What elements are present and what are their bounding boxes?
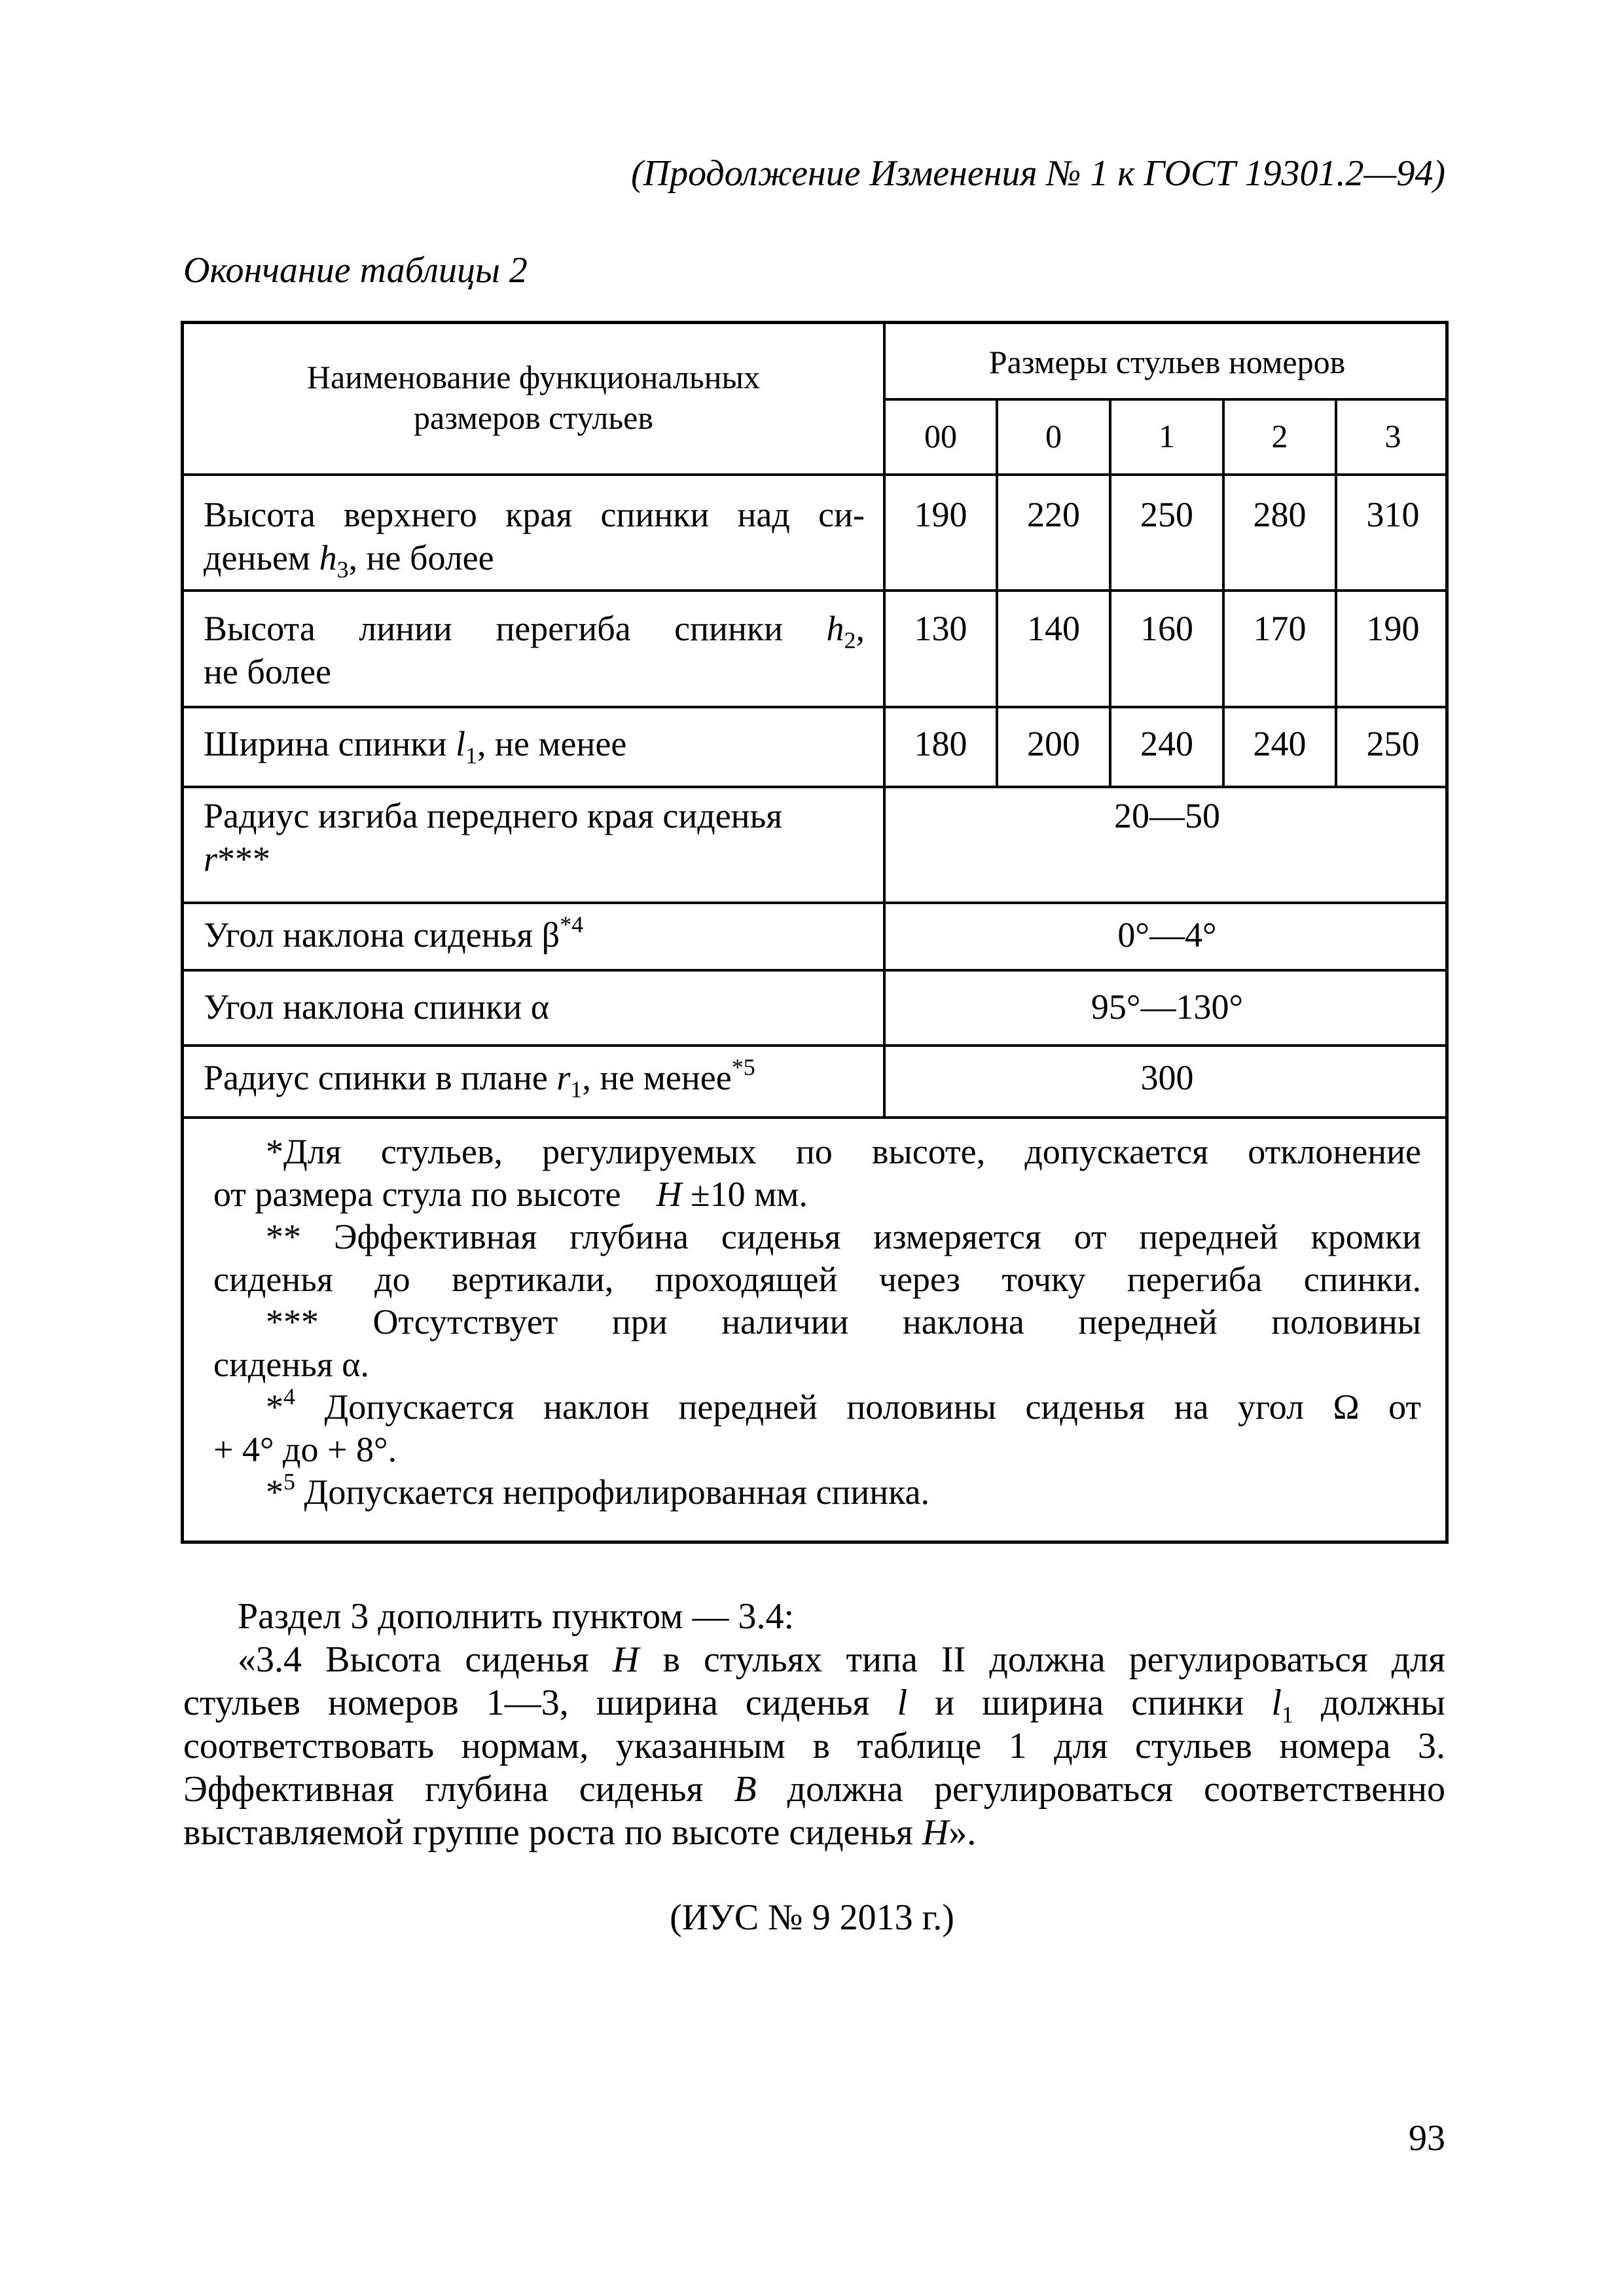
footnote-line: *** Отсутствует при наличии наклона передней половины bbox=[266, 1302, 1421, 1341]
paragraph-line: выставляемой группе роста по высоте сиденья H». bbox=[183, 1812, 977, 1853]
row-name-line: Высота линии перегиба спинки $h_2$, bbox=[204, 609, 865, 653]
table-cell: 250 bbox=[1140, 495, 1193, 534]
merged-value-cell: 20—50 bbox=[1114, 796, 1220, 835]
footnote-line: *$^4$ Допускается наклон передней половины сиденья на угол Ω от bbox=[266, 1383, 1421, 1427]
row-name-line: r*** bbox=[204, 839, 271, 879]
table-cell: 250 bbox=[1366, 724, 1420, 763]
merged-value-cell: 0°—4° bbox=[1117, 915, 1217, 955]
row-name-back-plan-radius: Радиус спинки в плане $r_1$, не менее$^{*5}$ bbox=[204, 1054, 755, 1102]
ius-note: (ИУС № 9 2013 г.) bbox=[670, 1897, 954, 1938]
column-header-line-2: размеров стульев bbox=[414, 399, 653, 436]
chair-number-3: 3 bbox=[1384, 418, 1401, 454]
column-header-name bbox=[184, 357, 883, 438]
row-name-line: Высота верхнего края спинки над си- bbox=[204, 495, 865, 534]
group-header: Размеры стульев номеров bbox=[988, 344, 1346, 380]
footnote-line: + 4° до + 8°. bbox=[213, 1430, 397, 1469]
footnote-line: *Для стульев, регулируемых по высоте, допускается отклонение bbox=[266, 1132, 1421, 1171]
rule-footnotes-top bbox=[184, 1116, 1449, 1119]
table-cell: 140 bbox=[1027, 609, 1080, 648]
rule-row-6 bbox=[184, 1044, 1449, 1047]
page-number: 93 bbox=[1409, 2118, 1445, 2159]
row-name-seat-edge-radius bbox=[204, 794, 865, 881]
rule-header-bottom bbox=[184, 473, 1449, 476]
amendment-paragraph bbox=[183, 1638, 1445, 1854]
table-cell: 310 bbox=[1366, 495, 1420, 534]
table-cell: 280 bbox=[1253, 495, 1307, 534]
chair-number-0: 0 bbox=[1045, 418, 1062, 454]
rule-row-3 bbox=[184, 786, 1449, 788]
paragraph-line: стульев номеров 1—3, ширина сиденья l и ширина спинки $l_1$ должны bbox=[183, 1683, 1445, 1728]
rule-row-5 bbox=[184, 969, 1449, 972]
rule-row-4 bbox=[184, 902, 1449, 904]
continuation-header: (Продолжение Изменения № 1 к ГОСТ 19301.2—94) bbox=[631, 153, 1445, 194]
section-intro: Раздел 3 дополнить пунктом — 3.4: bbox=[238, 1596, 795, 1637]
chair-number-1: 1 bbox=[1159, 418, 1175, 454]
footnote-line: от размера стула по высоте H ±10 мм. bbox=[213, 1175, 808, 1214]
table-cell: 190 bbox=[914, 495, 967, 534]
table-cell: 160 bbox=[1140, 609, 1193, 648]
paragraph-line: соответствовать нормам, указанным в таблице 1 для стульев номера 3. bbox=[183, 1726, 1445, 1766]
rule-row-2 bbox=[184, 706, 1449, 708]
merged-value-cell: 300 bbox=[1140, 1058, 1194, 1097]
row-name-back-angle: Угол наклона спинки α bbox=[204, 987, 550, 1027]
row-name-back-top-height bbox=[204, 493, 865, 583]
paragraph-line: «3.4 Высота сиденья H в стульях типа II должна регулироваться для bbox=[238, 1639, 1445, 1680]
row-name-line: Радиус изгиба переднего края сиденья bbox=[204, 796, 783, 835]
table-cell: 180 bbox=[914, 724, 967, 763]
table-cell: 240 bbox=[1253, 724, 1307, 763]
row-name-line: деньем $h_3$, не более bbox=[204, 538, 494, 583]
footnote-line: ** Эффективная глубина сиденья измеряется от передней кромки bbox=[266, 1217, 1421, 1256]
column-header-line-1: Наименование функциональных bbox=[306, 359, 761, 395]
table-caption: Окончание таблицы 2 bbox=[183, 250, 528, 291]
rule-subheader bbox=[884, 398, 1449, 401]
row-name-seat-angle: Угол наклона сиденья $\beta^{*4}$ bbox=[204, 911, 584, 955]
merged-value-cell: 95°—130° bbox=[1091, 987, 1244, 1027]
table-cell: 190 bbox=[1366, 609, 1420, 648]
footnote-line: сиденья до вертикали, проходящей через точку перегиба спинки. bbox=[213, 1260, 1421, 1299]
table-footnotes bbox=[213, 1131, 1421, 1514]
row-name-line: не более bbox=[204, 652, 332, 691]
table-cell: 170 bbox=[1253, 609, 1307, 648]
row-name-back-width: Ширина спинки $l_1$, не менее bbox=[204, 724, 627, 769]
table-cell: 240 bbox=[1140, 724, 1193, 763]
row-name-back-bend-height bbox=[204, 607, 865, 693]
footnote-line: *$^5$ Допускается непрофилированная спинка. bbox=[266, 1468, 930, 1512]
footnote-line: сиденья α. bbox=[213, 1345, 369, 1384]
table-cell: 200 bbox=[1027, 724, 1080, 763]
chair-number-00: 00 bbox=[924, 418, 957, 454]
chair-number-2: 2 bbox=[1271, 418, 1288, 454]
dimensions-table bbox=[181, 321, 1449, 1544]
table-cell: 130 bbox=[914, 609, 967, 648]
table-cell: 220 bbox=[1027, 495, 1080, 534]
paragraph-line: Эффективная глубина сиденья B должна регулироваться соответственно bbox=[183, 1769, 1445, 1810]
rule-row-1 bbox=[184, 589, 1449, 592]
